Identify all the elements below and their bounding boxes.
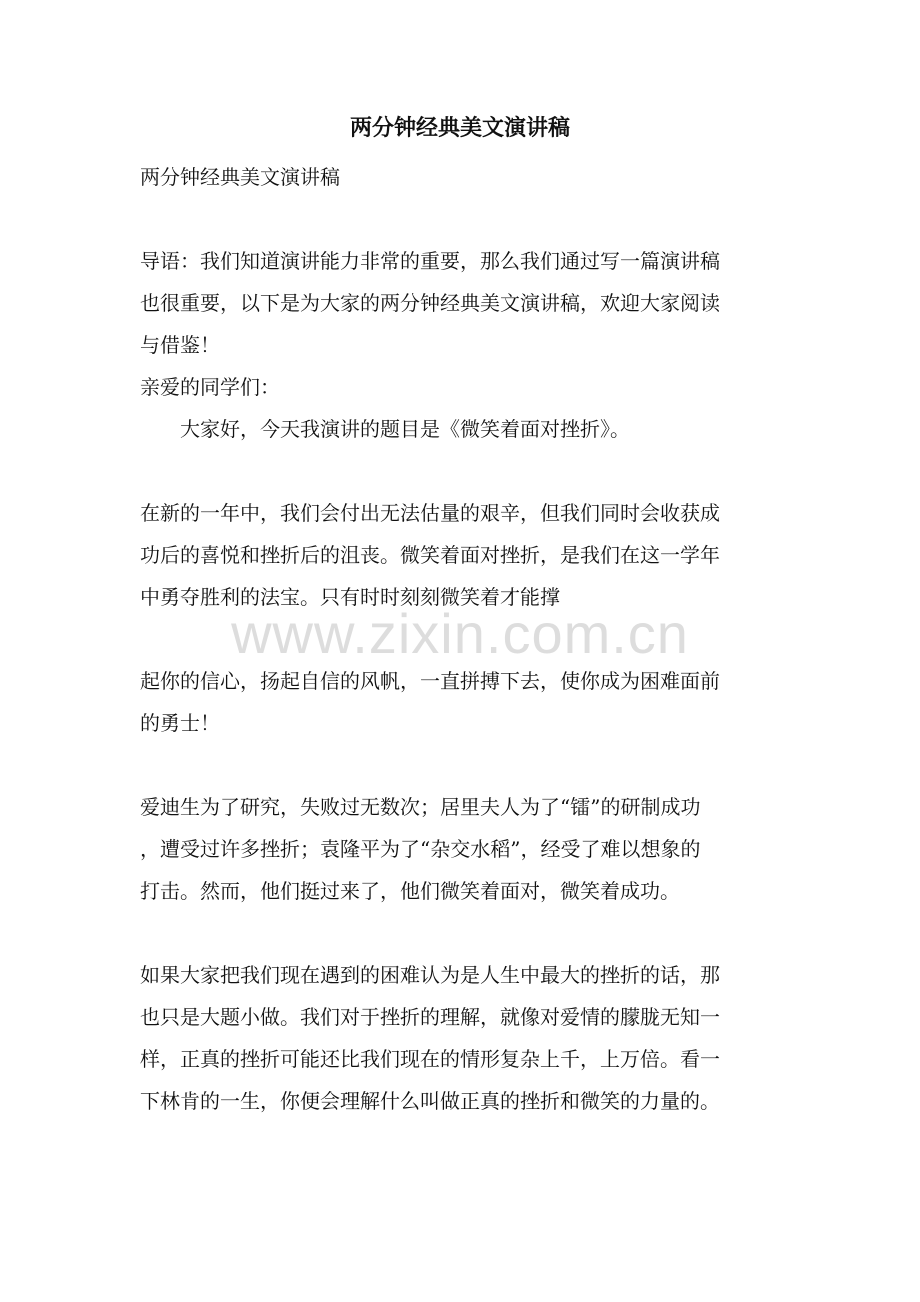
paragraph-4-line-1: 如果大家把我们现在遇到的困难认为是人生中最大的挫折的话，那 — [140, 963, 720, 987]
paragraph-4-line-3: 样，正真的挫折可能还比我们现在的情形复杂上千，上万倍。看一 — [140, 1047, 720, 1071]
paragraph-3-line-1: 爱迪生为了研究，失败过无数次；居里夫人为了“镭”的研制成功 — [140, 795, 701, 819]
document-title: 两分钟经典美文演讲稿 — [349, 115, 570, 141]
intro-line-3: 与借鉴！ — [140, 333, 220, 357]
paragraph-2-line-2: 的勇士！ — [140, 711, 220, 735]
intro-line-1: 导语：我们知道演讲能力非常的重要，那么我们通过写一篇演讲稿 — [140, 249, 720, 273]
paragraph-3-line-2: ，遭受过许多挫折；袁隆平为了“杂交水稻”，经受了难以想象的 — [140, 837, 701, 861]
document-body — [140, 156, 780, 1122]
watermark: www.zixin.com.cn — [231, 602, 689, 665]
paragraph-2-line-1: 起你的信心，扬起自信的风帆，一直拼搏下去，使你成为困难面前 — [140, 669, 720, 693]
paragraph-4-line-4: 下林肯的一生，你便会理解什么叫做正真的挫折和微笑的力量的。 — [140, 1089, 720, 1113]
blank-line — [140, 198, 780, 240]
paragraph-1-line-3: 中勇夺胜利的法宝。只有时时刻刻微笑着才能撑 — [140, 585, 560, 609]
blank-line — [140, 450, 780, 492]
paragraph-1-line-1: 在新的一年中，我们会付出无法估量的艰辛，但我们同时会收获成 — [140, 501, 720, 525]
paragraph-3-line-3: 打击。然而，他们挺过来了，他们微笑着面对，微笑着成功。 — [140, 879, 680, 903]
subtitle-line: 两分钟经典美文演讲稿 — [140, 165, 340, 189]
paragraph-4-line-2: 也只是大题小做。我们对于挫折的理解，就像对爱情的朦胧无知一 — [140, 1005, 720, 1029]
blank-line — [140, 618, 780, 660]
blank-line — [140, 912, 780, 954]
greeting-line: 大家好，今天我演讲的题目是《微笑着面对挫折》。 — [180, 417, 630, 441]
paragraph-1-line-2: 功后的喜悦和挫折后的沮丧。微笑着面对挫折，是我们在这一学年 — [140, 543, 720, 567]
blank-line — [140, 744, 780, 786]
intro-line-2: 也很重要，以下是为大家的两分钟经典美文演讲稿，欢迎大家阅读 — [140, 291, 720, 315]
salutation-line: 亲爱的同学们： — [140, 375, 280, 399]
